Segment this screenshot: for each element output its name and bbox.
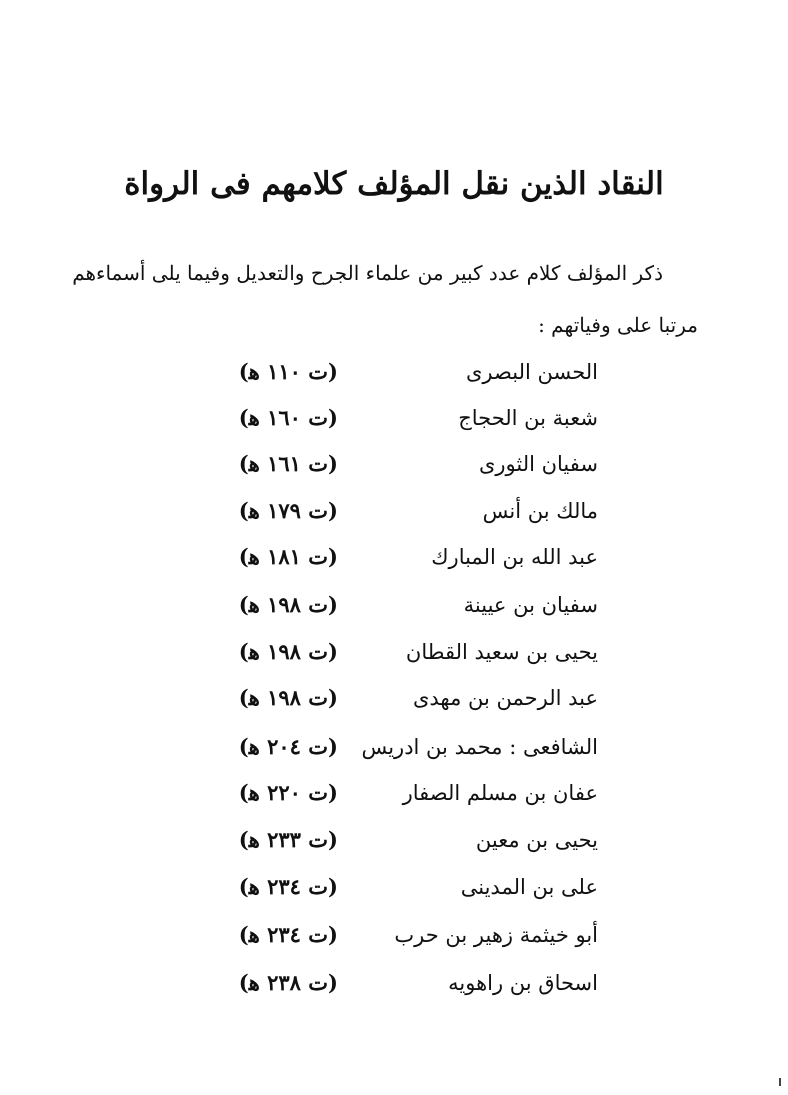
death-year: (ت ٢٢٠ ﻫ) — [238, 780, 338, 805]
list-item — [0, 727, 788, 767]
list-item — [0, 537, 788, 577]
death-year: (ت ١٧٩ ﻫ) — [238, 498, 338, 523]
page-title: النقاد الذين نقل المؤلف كلامهم فى الرواة — [124, 166, 664, 202]
critic-name: يحيى بن سعيد القطان — [405, 640, 598, 664]
critic-name: يحيى بن معين — [475, 828, 598, 852]
death-year: (ت ١٨١ ﻫ) — [238, 544, 338, 569]
list-item — [0, 773, 788, 813]
list-item — [0, 867, 788, 907]
death-year: (ت ٢٣٤ ﻫ) — [238, 874, 338, 899]
list-item — [0, 820, 788, 860]
intro-line-2: مرتبا على وفياتهم : — [538, 313, 698, 337]
list-item — [0, 444, 788, 484]
death-year: (ت ٢٣٤ ﻫ) — [238, 922, 338, 947]
death-year: (ت ٢٣٣ ﻫ) — [238, 827, 338, 852]
death-year: (ت ١٦٠ ﻫ) — [238, 405, 338, 430]
death-year: (ت ١٩٨ ﻫ) — [238, 685, 338, 710]
list-item — [0, 398, 788, 438]
margin-speck — [779, 1078, 781, 1086]
list-item — [0, 678, 788, 718]
critic-name: مالك بن أنس — [482, 499, 598, 523]
death-year: (ت ٢٣٨ ﻫ) — [238, 970, 338, 995]
intro-line-1: ذكر المؤلف كلام عدد كبير من علماء الجرح والتعديل وفيما يلى أسماءهم — [72, 261, 663, 285]
critic-name: سفيان بن عيينة — [463, 593, 598, 617]
critic-name: أبو خيثمة زهير بن حرب — [394, 923, 598, 947]
critic-name: على بن المدينى — [460, 875, 598, 899]
critic-name: الشافعى : محمد بن ادريس — [361, 735, 598, 759]
critic-name: شعبة بن الحجاج — [458, 406, 598, 430]
list-item — [0, 352, 788, 392]
death-year: (ت ١٩٨ ﻫ) — [238, 639, 338, 664]
list-item — [0, 491, 788, 531]
list-item — [0, 632, 788, 672]
critic-name: عبد الله بن المبارك — [431, 545, 598, 569]
list-item — [0, 585, 788, 625]
death-year: (ت ١١٠ ﻫ) — [238, 359, 338, 384]
critic-name: عفان بن مسلم الصفار — [402, 781, 598, 805]
death-year: (ت ٢٠٤ ﻫ) — [238, 734, 338, 759]
critic-name: اسحاق بن راهويه — [448, 971, 598, 995]
critic-name: عبد الرحمن بن مهدى — [412, 686, 598, 710]
list-item — [0, 963, 788, 1003]
list-item — [0, 915, 788, 955]
death-year: (ت ١٩٨ ﻫ) — [238, 592, 338, 617]
critic-name: سفيان الثورى — [478, 452, 598, 476]
critic-name: الحسن البصرى — [466, 360, 598, 384]
death-year: (ت ١٦١ ﻫ) — [238, 451, 338, 476]
